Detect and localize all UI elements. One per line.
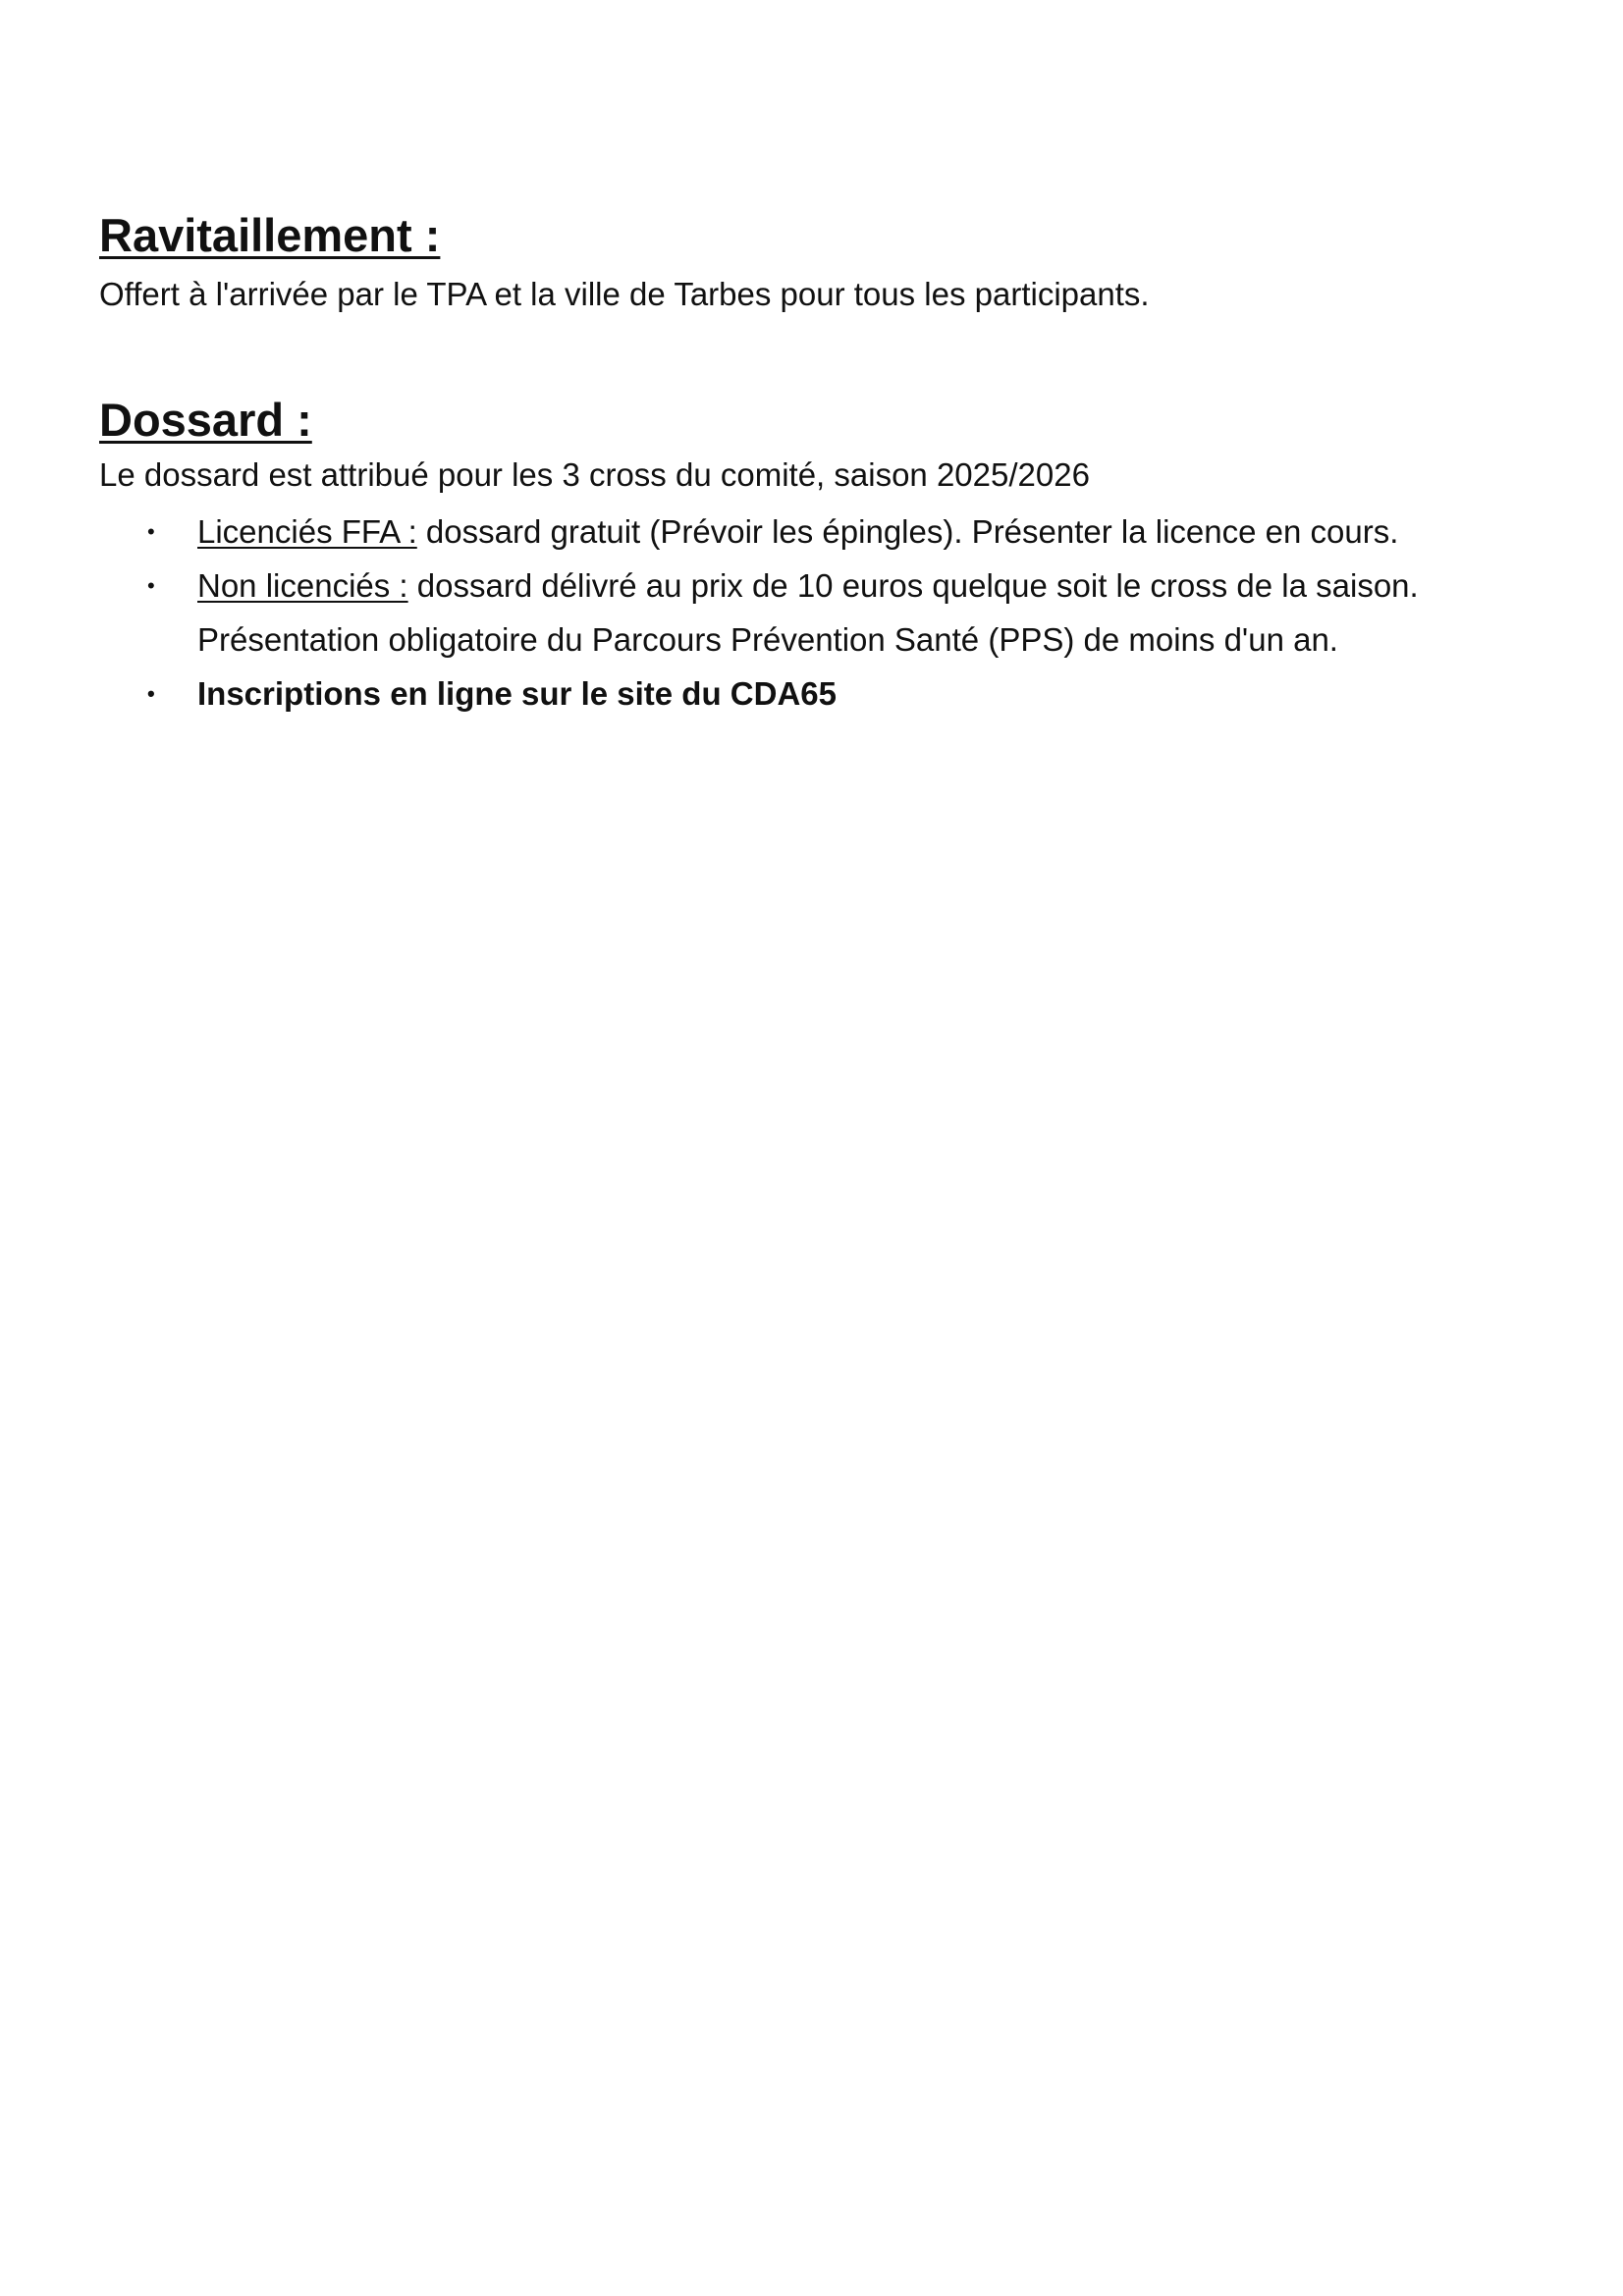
bullet-text-continued: Présentation obligatoire du Parcours Prévention Santé (PPS) de moins d'un an. — [197, 621, 1338, 658]
bullet-inscriptions — [99, 667, 1552, 721]
bullet-licencies-ffa — [99, 505, 1552, 559]
bullet-icon: • — [147, 573, 155, 598]
bullet-icon: • — [147, 681, 155, 706]
bullet-icon: • — [147, 519, 155, 544]
dossard-intro: Le dossard est attribué pour les 3 cross du comité, saison 2025/2026 — [99, 456, 1090, 493]
bullet-label: Non licenciés : — [197, 567, 408, 604]
bullet-non-licencies — [99, 559, 1552, 667]
bullet-text: dossard gratuit (Prévoir les épingles). Présenter la licence en cours. — [416, 513, 1399, 550]
section-dossard — [99, 393, 1552, 721]
dossard-bullet-list — [99, 505, 1552, 721]
bullet-text: dossard délivré au prix de 10 euros quelque soit le cross de la saison. — [407, 567, 1419, 604]
heading-ravitaillement: Ravitaillement : — [99, 209, 441, 261]
bullet-label: Licenciés FFA : — [197, 513, 417, 550]
heading-dossard: Dossard : — [99, 394, 312, 446]
ravitaillement-text: Offert à l'arrivée par le TPA et la ville de Tarbes pour tous les participants. — [99, 276, 1150, 312]
bullet-text: Inscriptions en ligne sur le site du CDA65 — [197, 675, 837, 712]
section-ravitaillement — [99, 208, 1552, 314]
